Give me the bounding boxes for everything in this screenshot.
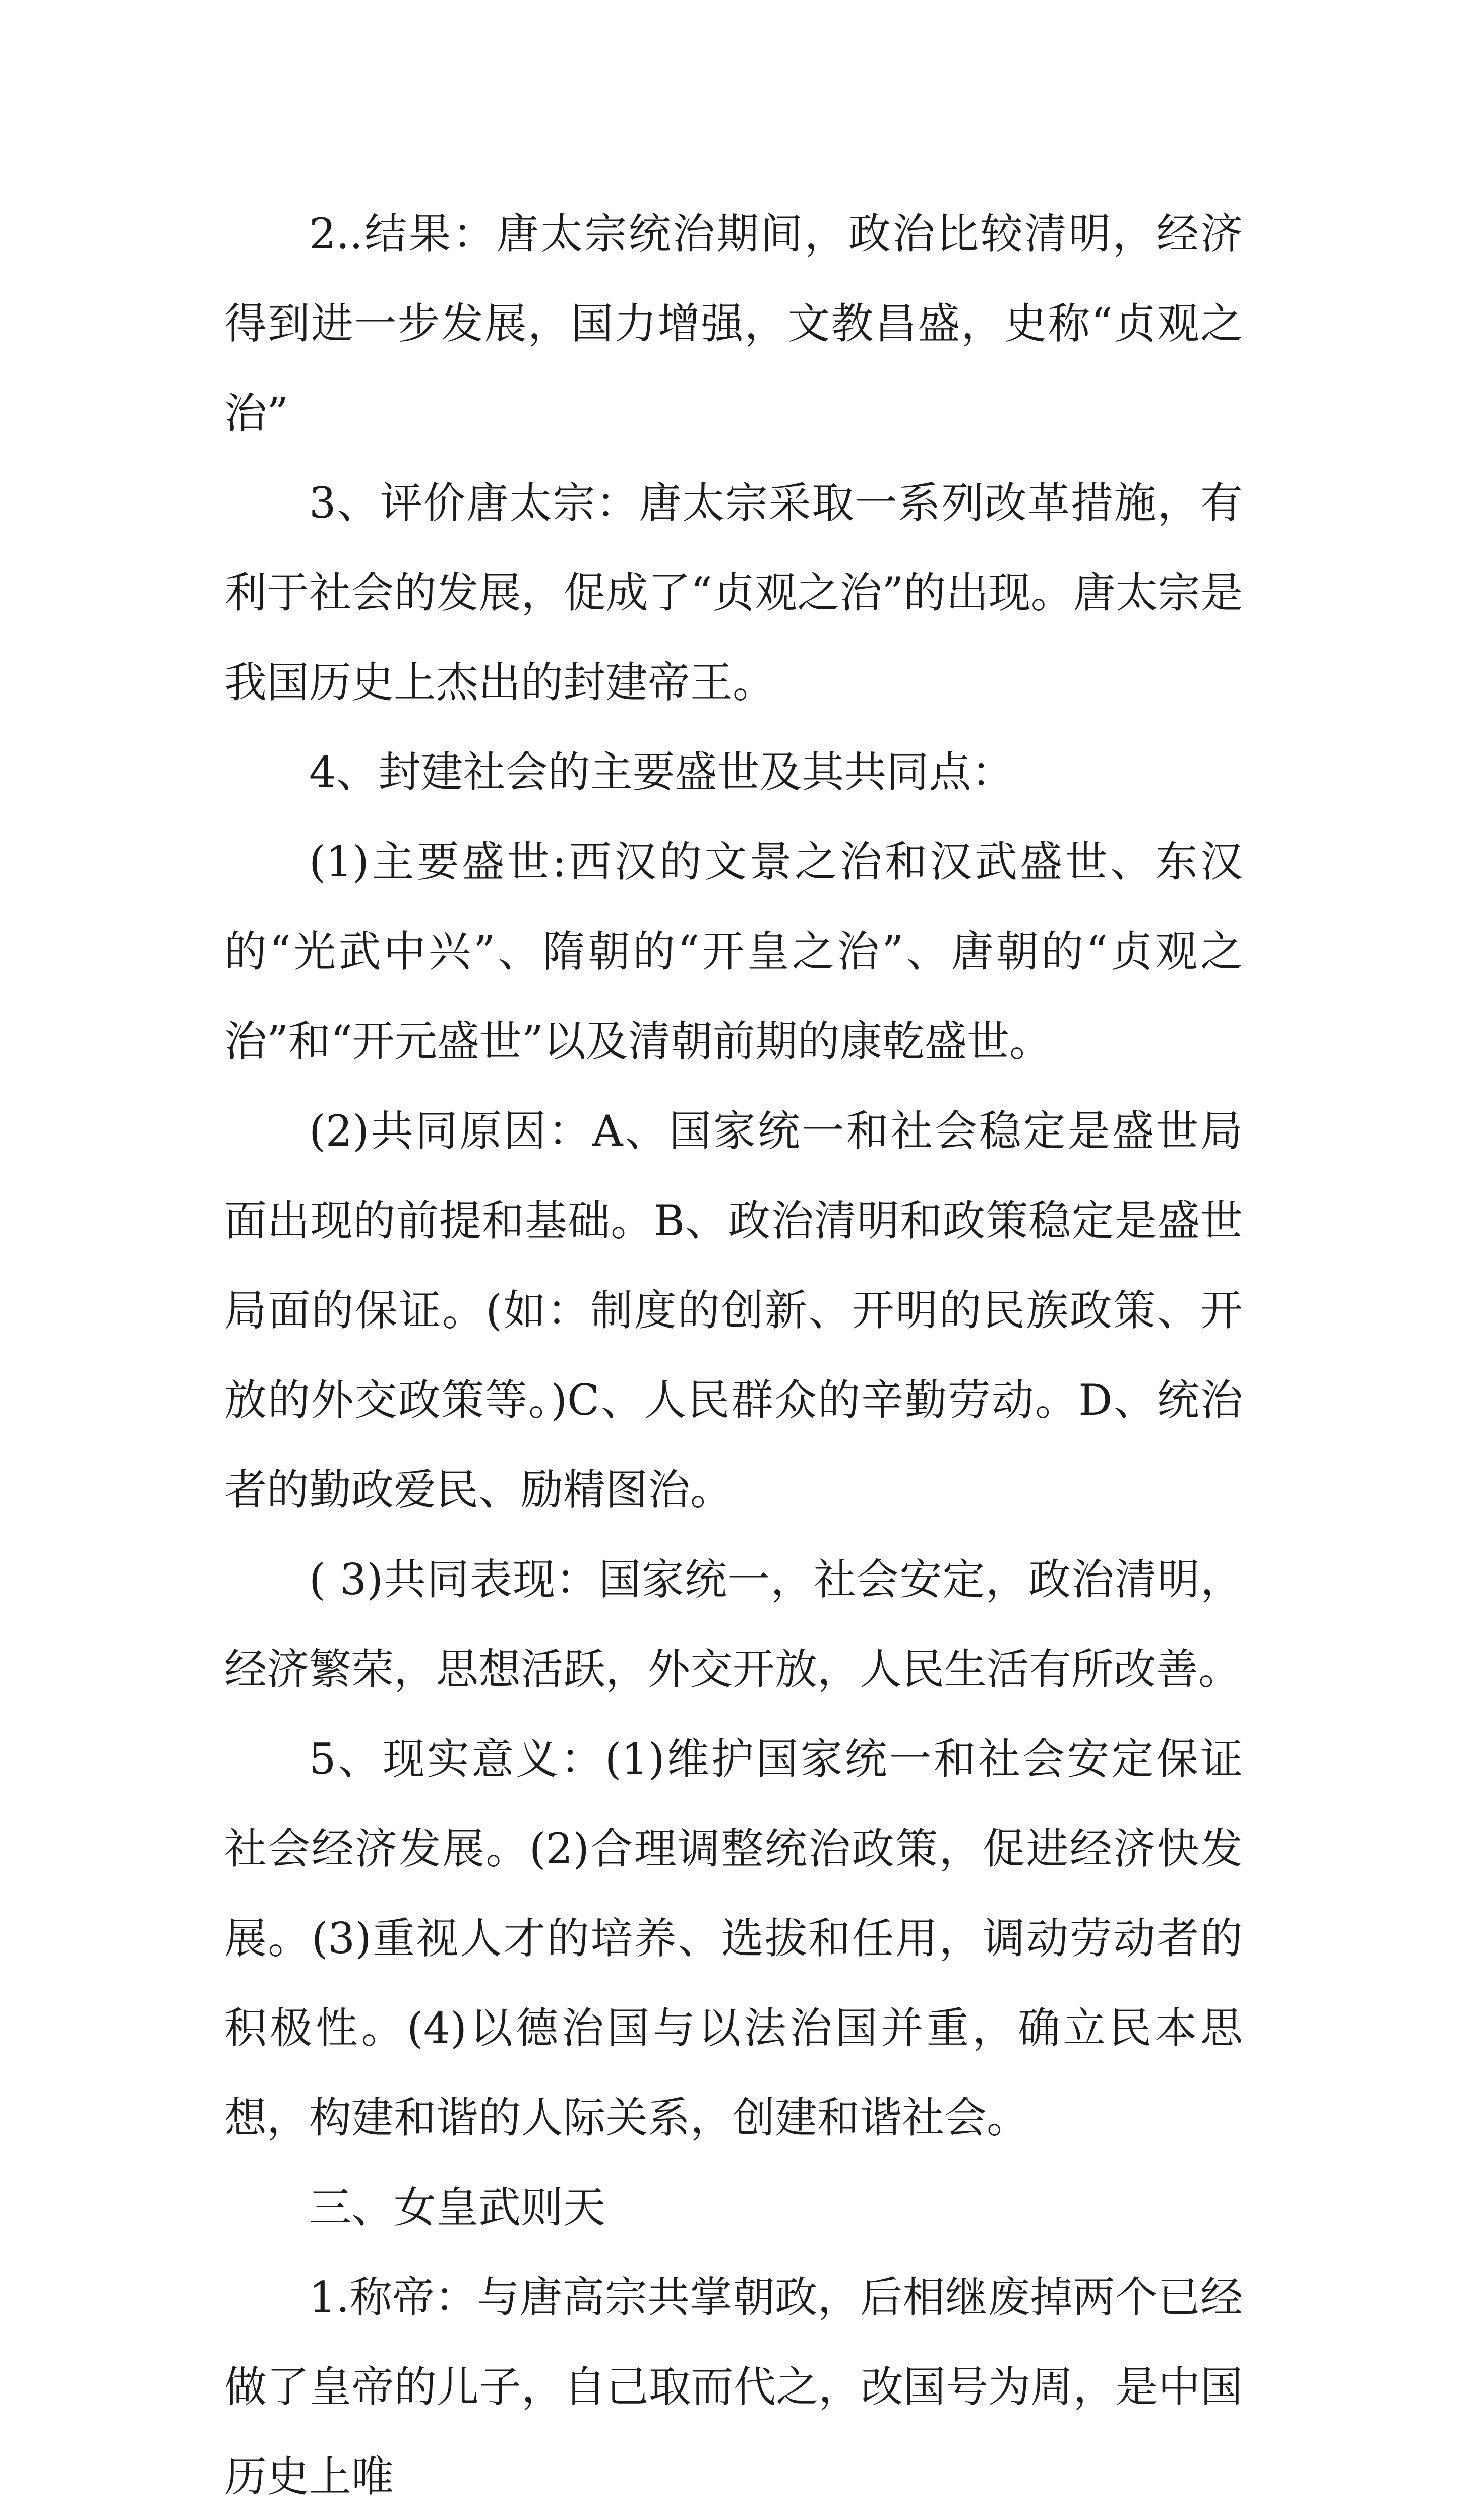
document-body xyxy=(224,189,1243,2520)
paragraph-common-features: ( 3)共同表现：国家统一，社会安定，政治清明，经济繁荣，思想活跃，外交开放，人民生活有所改善。 xyxy=(224,1555,1243,1694)
paragraph-prosperous-eras-heading: 4、封建社会的主要盛世及其共同点： xyxy=(309,747,1014,797)
paragraph-common-causes: (2)共同原因：A、国家统一和社会稳定是盛世局面出现的前提和基础。B、政治清明和政策稳定是盛世局面的保证。(如：制度的创新、开明的民族政策、开放的外交政策等。)C、人民群众的辛勤劳动。D、统治者的勤政爱民、励精图治。 xyxy=(224,1106,1243,1515)
paragraph-result: 2..结果：唐太宗统治期间，政治比较清明，经济得到进一步发展，国力增强，文教昌盛，史称“贞观之治” xyxy=(224,209,1243,438)
section-heading-wu-zetian: 三、女皇武则天 xyxy=(309,2183,606,2232)
paragraph-practical-significance: 5、现实意义：(1)维护国家统一和社会安定保证社会经济发展。(2)合理调整统治政策，促进经济快发展。(3)重视人才的培养、选拔和任用，调动劳动者的积极性。(4)以德治国与以法治国并重，确立民本思想，构建和谐的人际关系，创建和谐社会。 xyxy=(224,1734,1243,2143)
paragraph-becoming-emperor: 1.称帝：与唐高宗共掌朝政，后相继废掉两个已经做了皇帝的儿子，自己取而代之，改国号为周，是中国历史上唯 xyxy=(224,2273,1243,2501)
paragraph-main-prosperous-eras: (1)主要盛世:西汉的文景之治和汉武盛世、东汉的“光武中兴”、隋朝的“开皇之治”、唐朝的“贞观之治”和“开元盛世”以及清朝前期的康乾盛世。 xyxy=(224,837,1243,1066)
paragraph-evaluation: 3、评价唐太宗：唐太宗采取一系列改革措施，有利于社会的发展，促成了“贞观之治”的出现。唐太宗是我国历史上杰出的封建帝王。 xyxy=(224,478,1243,707)
